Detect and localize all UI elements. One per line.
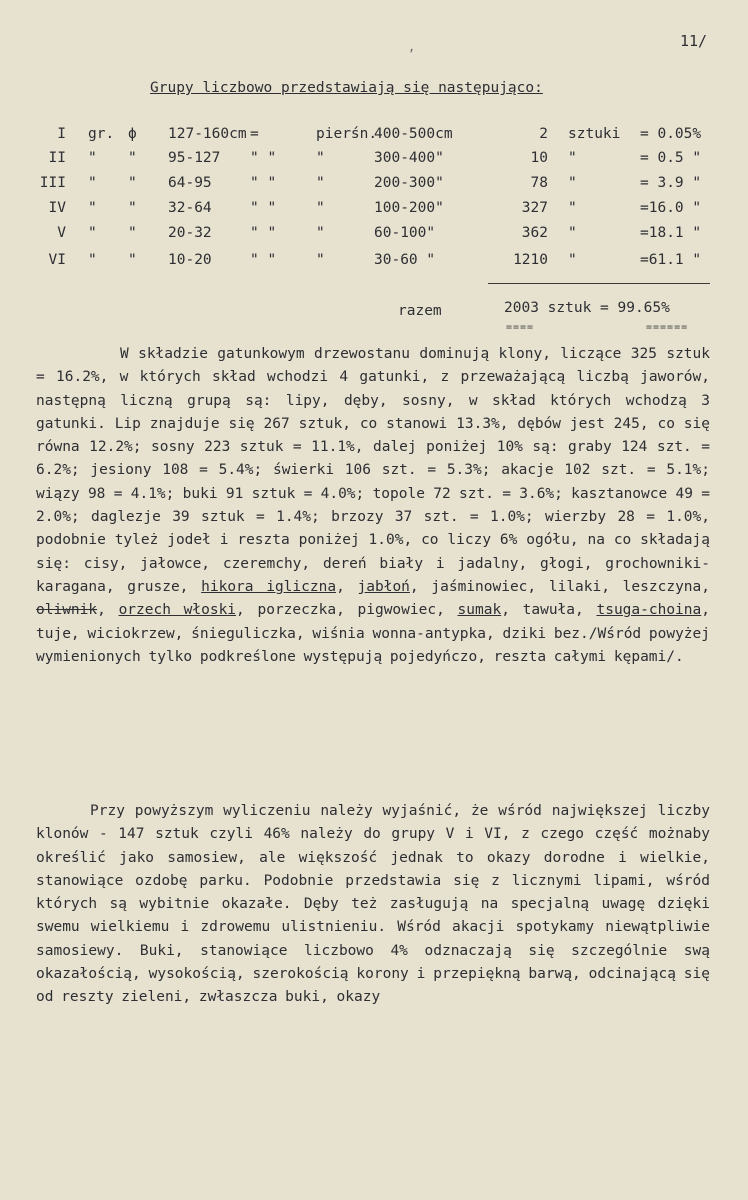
cell: " <box>316 252 325 268</box>
height-range: 30-60 " <box>374 252 436 268</box>
percentage: = 3.9 " <box>640 175 702 191</box>
cell: " <box>128 150 137 166</box>
struck-species: oliwnik <box>36 602 98 619</box>
cell: ϕ <box>128 126 137 142</box>
percentage: =18.1 " <box>640 225 702 241</box>
unit: " <box>568 150 577 166</box>
cell: gr. <box>88 126 115 142</box>
text-run: , tuje, wiciokrzew, śnieguliczka, wiśnia wonna-antypka, dziki bez./Wśród powyżej wymienionych tylko podkreślone występują pojedyńczo, reszta całymi kępami/. <box>36 602 710 665</box>
cell: " <box>128 200 137 216</box>
cell: " " <box>250 150 277 166</box>
cell: = <box>250 126 259 142</box>
table-row <box>0 126 748 150</box>
cell: " <box>88 225 97 241</box>
cell: " <box>316 225 325 241</box>
group-numeral: III <box>39 175 66 191</box>
diameter-range: 127-160cm <box>168 126 247 142</box>
height-range: 60-100" <box>374 225 436 241</box>
cell: " <box>316 200 325 216</box>
count: 1210 <box>513 252 548 268</box>
underlined-species: tsuga-choina <box>596 602 702 619</box>
group-numeral: V <box>57 225 66 241</box>
diameter-range: 32-64 <box>168 200 212 216</box>
cell: " <box>88 252 97 268</box>
text-run: , porzeczka, pigwowiec, <box>236 602 458 619</box>
cell: " <box>128 225 137 241</box>
count: 362 <box>521 225 548 241</box>
height-range: 300-400" <box>374 150 444 166</box>
unit: " <box>568 175 577 191</box>
sum-line <box>488 283 710 284</box>
percentage: =61.1 " <box>640 252 702 268</box>
section-title: Grupy liczbowo przedstawiają się następująco: <box>150 80 543 96</box>
total-value: 2003 sztuk = 99.65% <box>504 300 670 316</box>
unit: " <box>568 200 577 216</box>
count: 327 <box>521 200 548 216</box>
text-run: , jaśminowiec, lilaki, leszczyna, <box>409 578 710 595</box>
diameter-range: 10-20 <box>168 252 212 268</box>
underlined-species: hikora igliczna <box>201 578 337 595</box>
underlined-species: sumak <box>457 602 502 619</box>
count: 10 <box>530 150 548 166</box>
table-row <box>0 175 748 199</box>
group-numeral: VI <box>48 252 66 268</box>
text-run: , tawuła, <box>501 602 597 619</box>
text-run: , <box>336 578 358 595</box>
text-run: , <box>97 602 119 619</box>
double-underline: ====== <box>646 322 689 333</box>
count: 2 <box>539 126 548 142</box>
unit: " <box>568 225 577 241</box>
unit: sztuki <box>568 126 621 142</box>
cell: pierśn. <box>316 126 378 142</box>
cell: " <box>128 175 137 191</box>
table-row <box>0 225 748 249</box>
page-number: 11/ <box>680 32 708 50</box>
cell: " " <box>250 225 277 241</box>
cell: " <box>88 150 97 166</box>
cell: " <box>316 175 325 191</box>
percentage: = 0.5 " <box>640 150 702 166</box>
height-range: 400-500cm <box>374 126 453 142</box>
stray-mark: , <box>408 40 416 54</box>
table-row <box>0 150 748 174</box>
percentage: =16.0 " <box>640 200 702 216</box>
text-run: Przy powyższym wyliczeniu należy wyjaśnić, że wśród największej liczby klonów - 147 sztuk czyli 46% należy do grupy V i VI, z czego część możnaby określić jako samosiew, ale większość jednak to okazy dorodne i wielkie, stanowiące ozdobę parku. Podobnie przedstawia się z licznymi lipami, wśród których są wybitnie okazałe. Dęby też zasługują na specjalną uwagę dzięki swemu wielkiemu i zdrowemu ulistnieniu. Wśród akacji spotykamy niewątpliwie samosiewy. Buki, stanowiące liczbowo 4% odznaczają się szczególnie swą okazałością, wysokością, szerokością korony i przepiękną barwą, odcinającą się od reszty zieleni, zwłaszcza buki, okazy <box>36 803 710 1006</box>
cell: " <box>128 252 137 268</box>
paragraph-species <box>36 343 710 669</box>
cell: " <box>316 150 325 166</box>
cell: " " <box>250 200 277 216</box>
double-underline: ==== <box>506 322 535 333</box>
text-run: W składzie gatunkowym drzewostanu dominują klony, liczące 325 sztuk = 16.2%, w których skład wchodzi 4 gatunki, z przeważającą liczbą jaworów, następną liczną grupą są: lipy, dęby, sosny, w skład których wchodzą 3 gatunki. Lip znajduje się 267 sztuk, co stanowi 13.3%, dębów jest 245, co się równa 12.2%; sosny 223 sztuk = 11.1%, dalej poniżej 10% są: graby 124 szt. = 6.2%; jesiony 108 = 5.4%; świerki 106 szt. = 5.3%; akacje 102 szt. = 5.1%; wiązy 98 = 4.1%; buki 91 sztuk = 4.0%; topole 72 szt. = 3.6%; kasztanowce 49 = 2.0%; daglezje 39 sztuk = 1.4%; brzozy 37 szt. = 1.0%; wierzby 28 = 1.0%, podobnie tyleż jodeł i reszta poniżej 1.0%, co liczy 6% ogółu, na co składają się: cisy, jałowce, czeremchy, dereń biały i jadalny, głogi, grochowniki-karagana, grusze, <box>36 346 710 595</box>
height-range: 200-300" <box>374 175 444 191</box>
underlined-species: jabłoń <box>357 578 410 595</box>
cell: " " <box>250 252 277 268</box>
height-range: 100-200" <box>374 200 444 216</box>
cell: " <box>88 200 97 216</box>
diameter-range: 95-127 <box>168 150 221 166</box>
table-row <box>0 200 748 224</box>
diameter-range: 64-95 <box>168 175 212 191</box>
cell: " <box>88 175 97 191</box>
count: 78 <box>530 175 548 191</box>
total-label: razem <box>398 303 442 319</box>
group-numeral: II <box>48 150 66 166</box>
diameter-range: 20-32 <box>168 225 212 241</box>
unit: " <box>568 252 577 268</box>
cell: " " <box>250 175 277 191</box>
percentage: = 0.05% <box>640 126 702 142</box>
table-row <box>0 252 748 276</box>
group-numeral: IV <box>48 200 66 216</box>
underlined-species: orzech włoski <box>118 602 237 619</box>
group-numeral: I <box>57 126 66 142</box>
paragraph-explanation <box>36 800 710 1010</box>
